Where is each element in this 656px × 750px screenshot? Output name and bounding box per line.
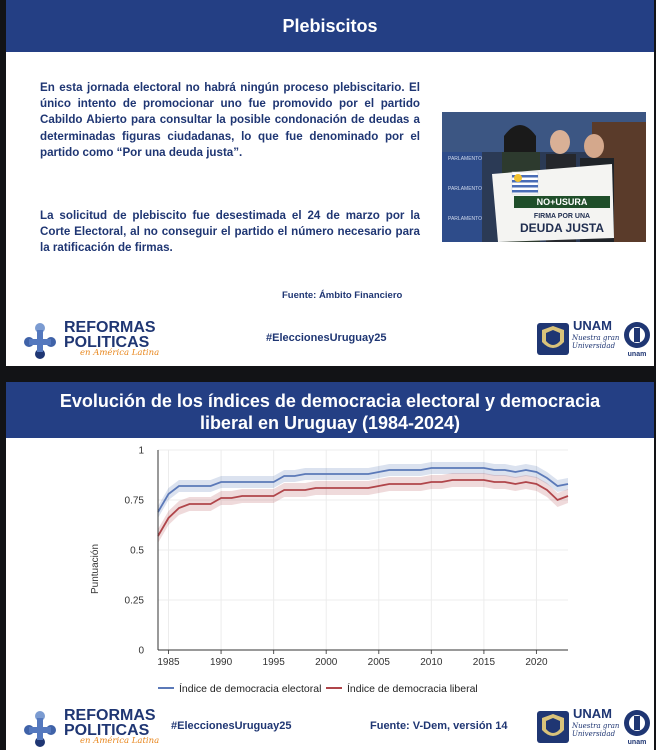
reformas-politicas-wordmark: REFORMAS POLITICAS <box>64 319 156 351</box>
x-tick-label: 1990 <box>209 657 233 668</box>
plebiscitos-card <box>6 0 654 366</box>
y-tick-label: 0.5 <box>130 545 144 557</box>
x-tick-label: 2005 <box>367 657 390 668</box>
reformas-politicas-wordmark: REFORMAS POLITICAS <box>64 707 156 739</box>
legend-label-electoral: Índice de democracia electoral <box>179 683 322 695</box>
reformas-politicas-tagline: en América Latina <box>80 736 160 746</box>
plebiscitos-title: Plebiscitos <box>6 0 654 52</box>
reformas-politicas-icon <box>20 320 60 360</box>
unam-wordmark: UNAM <box>573 318 612 333</box>
reformas-politicas-icon <box>20 708 60 748</box>
x-tick-label: 1985 <box>157 657 180 668</box>
svg-text:PARLAMENTO: PARLAMENTO <box>448 156 482 162</box>
unam-badge-icon <box>622 320 652 358</box>
unam-shield-icon <box>536 322 570 356</box>
democracy-chart-card <box>6 382 654 750</box>
democracy-line-chart <box>6 438 654 700</box>
y-tick-label: 0.25 <box>124 595 144 607</box>
banner-line-3: DEUDA JUSTA <box>519 221 605 235</box>
svg-text:PARLAMENTO: PARLAMENTO <box>448 186 482 192</box>
chart-source: Fuente: V-Dem, versión 14 <box>370 720 508 732</box>
unam-shield-icon <box>536 710 570 744</box>
svg-text:unam: unam <box>627 351 647 358</box>
banner-line-2: FIRMA POR UNA <box>533 213 591 220</box>
paragraph-1: En esta jornada electoral no habrá ningún proceso plebiscitario. El único intento de promocionar uno fue promovido por el partido Cabildo Abierto para consultar la posible condonación de deudas a determinadas figuras ciudadanas, lo que fue denominado por el partido como “Por una deuda justa”. <box>40 81 420 159</box>
unam-tagline: Nuestra gran Universidad <box>572 722 620 738</box>
y-axis-label: Puntuación <box>90 543 101 595</box>
reformas-politicas-logo <box>20 708 180 748</box>
source-note: Fuente: Ámbito Financiero <box>282 290 403 301</box>
x-tick-label: 1995 <box>262 657 285 668</box>
unam-badge-icon <box>622 708 652 746</box>
x-tick-label: 2010 <box>420 657 443 668</box>
chart-card-title: Evolución de los índices de democracia electoral y democracia liberal en Uruguay (1984-2024) <box>6 382 654 438</box>
hashtag: #EleccionesUruguay25 <box>171 720 292 732</box>
legend-label-liberal: Índice de democracia liberal <box>347 683 478 695</box>
x-tick-label: 2015 <box>472 657 496 668</box>
paragraph-2: La solicitud de plebiscito fue desestimada el 24 de marzo por la Corte Electoral, al no conseguir el partido el número necesario para la ratificación de firmas. <box>40 209 420 255</box>
svg-text:unam: unam <box>627 739 647 746</box>
y-tick-label: 0 <box>138 645 144 657</box>
x-tick-label: 2000 <box>315 657 338 668</box>
y-tick-label: 1 <box>138 445 144 457</box>
unam-wordmark: UNAM <box>573 706 612 721</box>
unam-logo <box>536 706 651 748</box>
card2-footer <box>6 702 654 750</box>
unam-logo <box>536 318 651 360</box>
banner-line-1: NO+USURA <box>536 197 588 207</box>
reformas-politicas-logo <box>20 320 180 360</box>
x-tick-label: 2020 <box>525 657 548 668</box>
y-tick-label: 0.75 <box>124 495 144 507</box>
card1-footer <box>6 314 654 362</box>
press-photo <box>442 112 646 242</box>
unam-tagline: Nuestra gran Universidad <box>572 334 620 350</box>
reformas-politicas-tagline: en América Latina <box>80 348 160 358</box>
hashtag: #EleccionesUruguay25 <box>266 332 387 344</box>
svg-text:PARLAMENTO: PARLAMENTO <box>448 216 482 222</box>
